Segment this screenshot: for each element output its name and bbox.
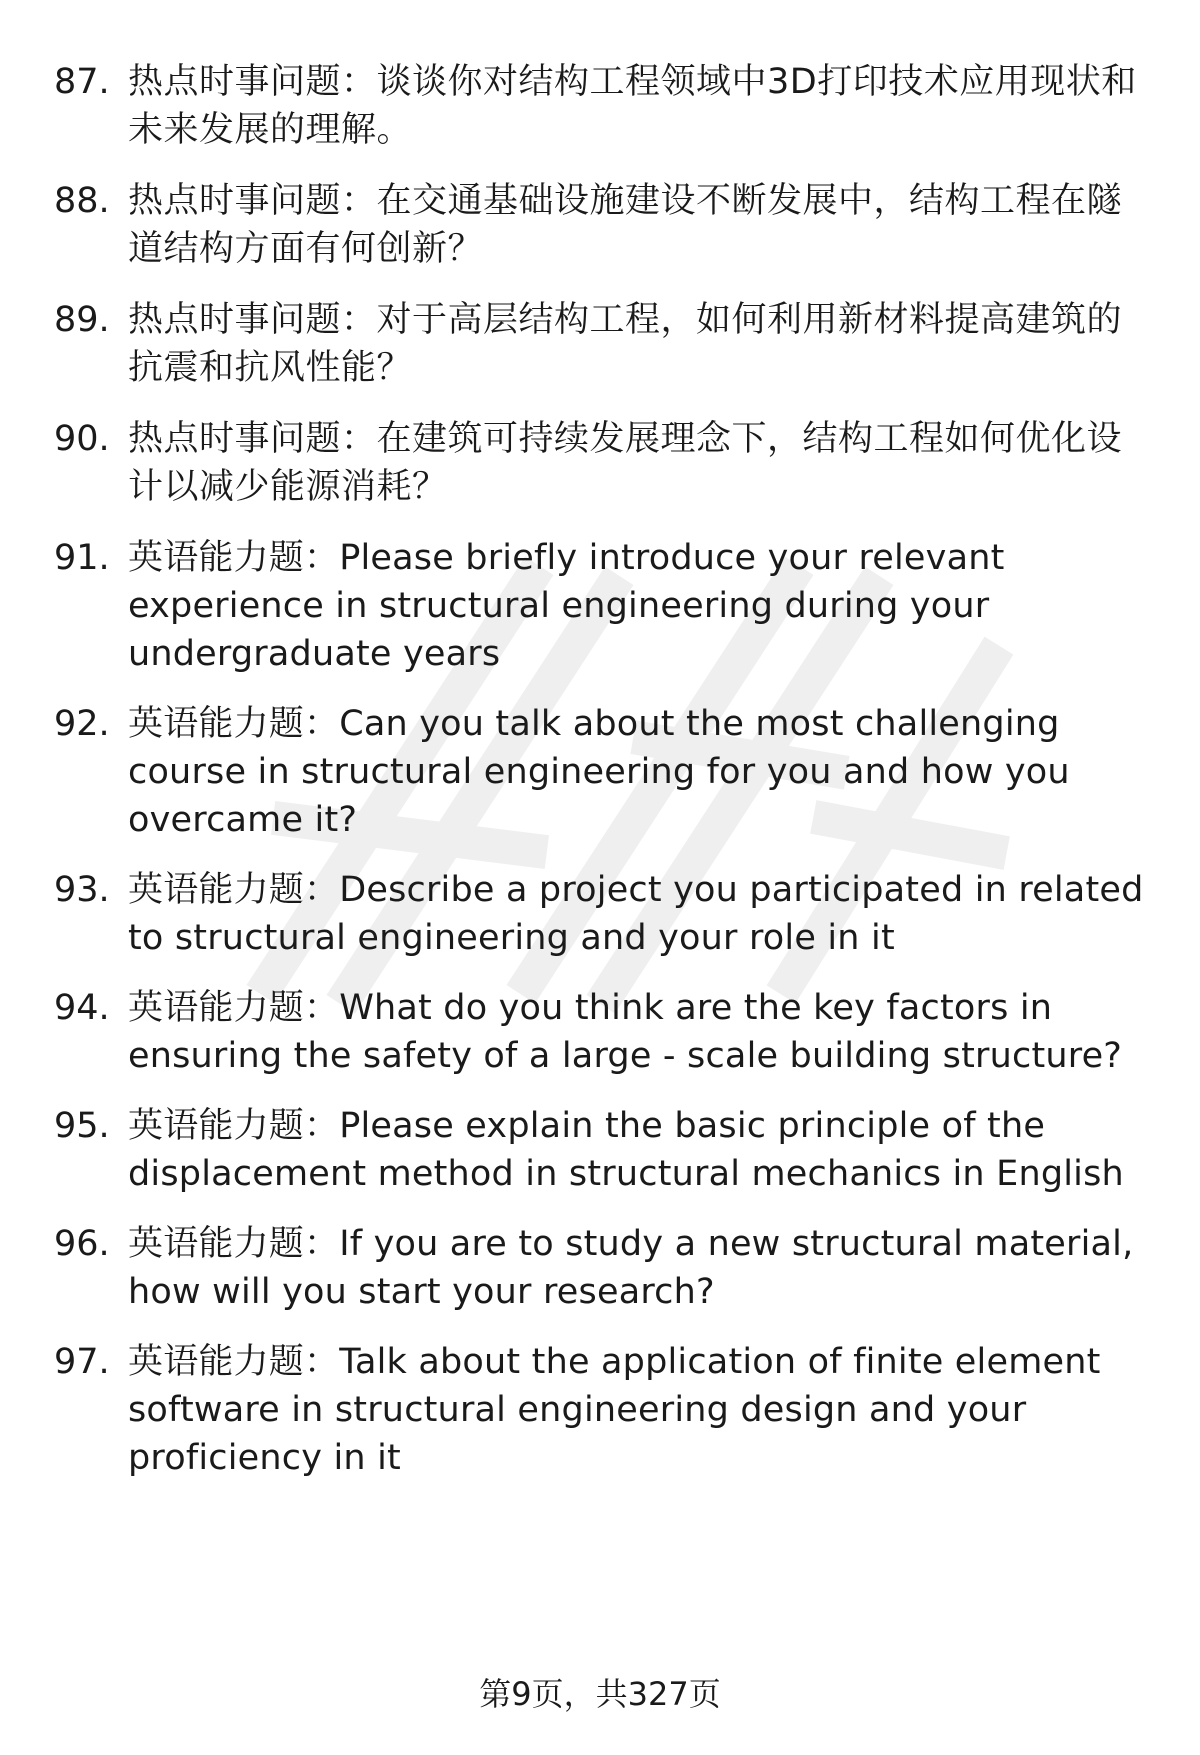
list-item: [54, 58, 1154, 154]
list-item: [54, 1338, 1154, 1482]
list-item: [54, 700, 1154, 844]
item-text: 英语能力题：Please briefly introduce your relevant experience in structural engineering during your undergraduate years: [128, 538, 1005, 674]
item-text: 英语能力题：Please explain the basic principle of the displacement method in structural mechanics in English: [128, 1106, 1124, 1194]
item-text: 英语能力题：What do you think are the key factors in ensuring the safety of a large - scale building structure?: [128, 988, 1123, 1076]
item-number: 97.: [54, 1342, 110, 1382]
list-item: [54, 866, 1154, 962]
page-footer: 第9页，共327页: [479, 1675, 721, 1713]
item-text: 英语能力题：Can you talk about the most challenging course in structural engineering for you and how you overcame it?: [128, 704, 1070, 840]
item-number: 96.: [54, 1224, 110, 1264]
list-item: [54, 1220, 1154, 1316]
item-number: 87.: [54, 62, 110, 102]
list-item: [54, 534, 1154, 678]
question-list: [54, 58, 1154, 1482]
list-item: [54, 1102, 1154, 1198]
list-item: [54, 177, 1154, 273]
list-item: [54, 296, 1154, 392]
item-text: 热点时事问题：在交通基础设施建设不断发展中，结构工程在隧道结构方面有何创新？: [128, 181, 1123, 269]
item-number: 95.: [54, 1106, 110, 1146]
list-item: [54, 984, 1154, 1080]
item-text: 热点时事问题：谈谈你对结构工程领域中3D打印技术应用现状和未来发展的理解。: [128, 62, 1137, 150]
item-number: 88.: [54, 181, 110, 221]
item-number: 91.: [54, 538, 110, 578]
item-text: 英语能力题：Talk about the application of finite element software in structural engineering design and your proficiency in it: [128, 1342, 1101, 1478]
item-number: 89.: [54, 300, 110, 340]
item-number: 92.: [54, 704, 110, 744]
item-text: 英语能力题：Describe a project you participated in related to structural engineering and your role in it: [128, 870, 1144, 958]
list-item: [54, 415, 1154, 511]
item-number: 94.: [54, 988, 110, 1028]
item-number: 90.: [54, 419, 110, 459]
item-text: 热点时事问题：在建筑可持续发展理念下，结构工程如何优化设计以减少能源消耗？: [128, 419, 1123, 507]
item-text: 热点时事问题：对于高层结构工程，如何利用新材料提高建筑的抗震和抗风性能？: [128, 300, 1123, 388]
item-number: 93.: [54, 870, 110, 910]
item-text: 英语能力题：If you are to study a new structural material, how will you start your research?: [128, 1224, 1134, 1312]
